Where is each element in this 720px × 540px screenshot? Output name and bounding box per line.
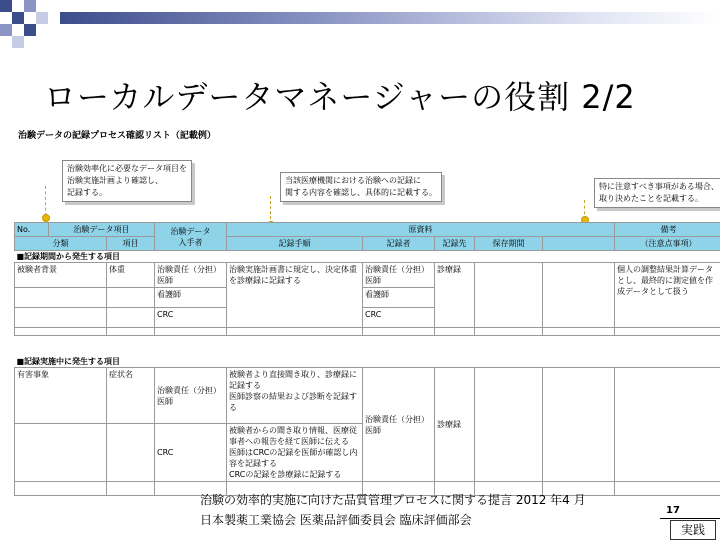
slide-title: ローカルデータマネージャーの役割 2/2 <box>44 78 636 116</box>
table-cell <box>15 424 107 482</box>
page-number: 17 <box>666 505 680 516</box>
table-cell: 治験責任（分担）医師 <box>363 368 435 482</box>
section-label: ■記録実施中に発生する項目 <box>16 357 121 366</box>
table-cell: 有害事象 <box>15 368 107 424</box>
section-label-row <box>15 251 720 263</box>
header-cell: 保存期間 <box>475 237 543 251</box>
header-cell: 治験データ 入手者 <box>155 223 227 251</box>
table-row <box>15 263 720 288</box>
table-cell: 体重 <box>107 263 155 288</box>
table-row <box>15 368 720 424</box>
page-number-rule <box>660 518 720 519</box>
table-cell <box>107 308 155 328</box>
header-cell: 備考 <box>615 223 720 237</box>
header-cell <box>543 237 615 251</box>
table-cell: CRC <box>155 308 227 328</box>
table-cell: 被験者より直接聞き取り、診療録に記録する 医師診察の結果および診断を記録する <box>227 368 363 424</box>
table-cell <box>475 263 543 328</box>
callout-leader-line <box>45 186 46 216</box>
table-row <box>15 328 720 336</box>
process-checklist-table-continued <box>14 356 720 496</box>
table-cell: CRC <box>155 424 227 482</box>
table-cell <box>107 424 155 482</box>
table-cell: 看護師 <box>155 288 227 308</box>
table-cell: 治験責任（分担）医師 <box>363 263 435 288</box>
table-cell: 個人の調整結果計算データとし、最終的に測定値を作成データとして扱う <box>615 263 720 328</box>
table-header-row <box>15 223 720 237</box>
callout-record-content: 当該医療機関における治験への記録に 関する内容を確認し、具体的に記載する。 <box>280 172 442 202</box>
table-cell: CRC <box>363 308 435 328</box>
header-cell: 記録先 <box>435 237 475 251</box>
sheet-title: 治験データの記録プロセス確認リスト（記載例） <box>18 131 216 141</box>
practice-badge: 実践 <box>670 520 716 540</box>
table-cell <box>107 288 155 308</box>
header-cell: 項目 <box>107 237 155 251</box>
table-cell <box>475 368 543 482</box>
table-cell <box>615 368 720 482</box>
table-cell: 被験者からの聞き取り情報、医療従事者への報告を経て医師に伝える 医師はCRCの記録を医師が確認し内容を記録する CRCの記録を診療録に記録する <box>227 424 363 482</box>
header-cell: （注意点事項） <box>615 237 720 251</box>
source-citation <box>200 490 586 530</box>
table-cell: 治験責任（分担）医師 <box>155 263 227 288</box>
table-cell: 治験実施計画書に規定し、決定体重を診療録に記録する <box>227 263 363 328</box>
callout-data-items: 治験効率化に必要なデータ項目を 治験実施計画より確認し、 記録する。 <box>62 160 192 202</box>
table-cell <box>543 263 615 328</box>
header-gradient-band <box>60 12 720 24</box>
section-label-row <box>15 356 720 368</box>
callout-notes: 特に注意すべき事項がある場合、 取り決めたことを記載する。 <box>594 178 720 208</box>
table-cell: 診療録 <box>435 263 475 328</box>
header-cell: 分類 <box>15 237 107 251</box>
process-checklist-table <box>14 222 720 336</box>
table-cell <box>543 368 615 482</box>
table-cell <box>15 288 107 308</box>
table-header-row <box>15 237 720 251</box>
callout-anchor-dot <box>42 214 50 222</box>
citation-line-2: 日本製薬工業協会 医薬品評価委員会 臨床評価部会 <box>200 513 472 527</box>
section-label: ■記録期間から発生する項目 <box>16 252 121 261</box>
header-cell: 原資料 <box>227 223 615 237</box>
table-cell: 診療録 <box>435 368 475 482</box>
citation-line-1: 治験の効率的実施に向けた品質管理プロセスに関する提言 2012 年4 月 <box>200 493 586 507</box>
table-cell: 被験者背景 <box>15 263 107 288</box>
table-cell <box>15 308 107 328</box>
table-cell: 治験責任（分担）医師 <box>155 368 227 424</box>
table-cell: 症状名 <box>107 368 155 424</box>
header-cell: No. <box>15 223 49 237</box>
header-cell: 治験データ項目 <box>49 223 155 237</box>
header-cell: 記録手順 <box>227 237 363 251</box>
table-cell: 看護師 <box>363 288 435 308</box>
header-cell: 記録者 <box>363 237 435 251</box>
callout-leader-line <box>270 196 271 224</box>
